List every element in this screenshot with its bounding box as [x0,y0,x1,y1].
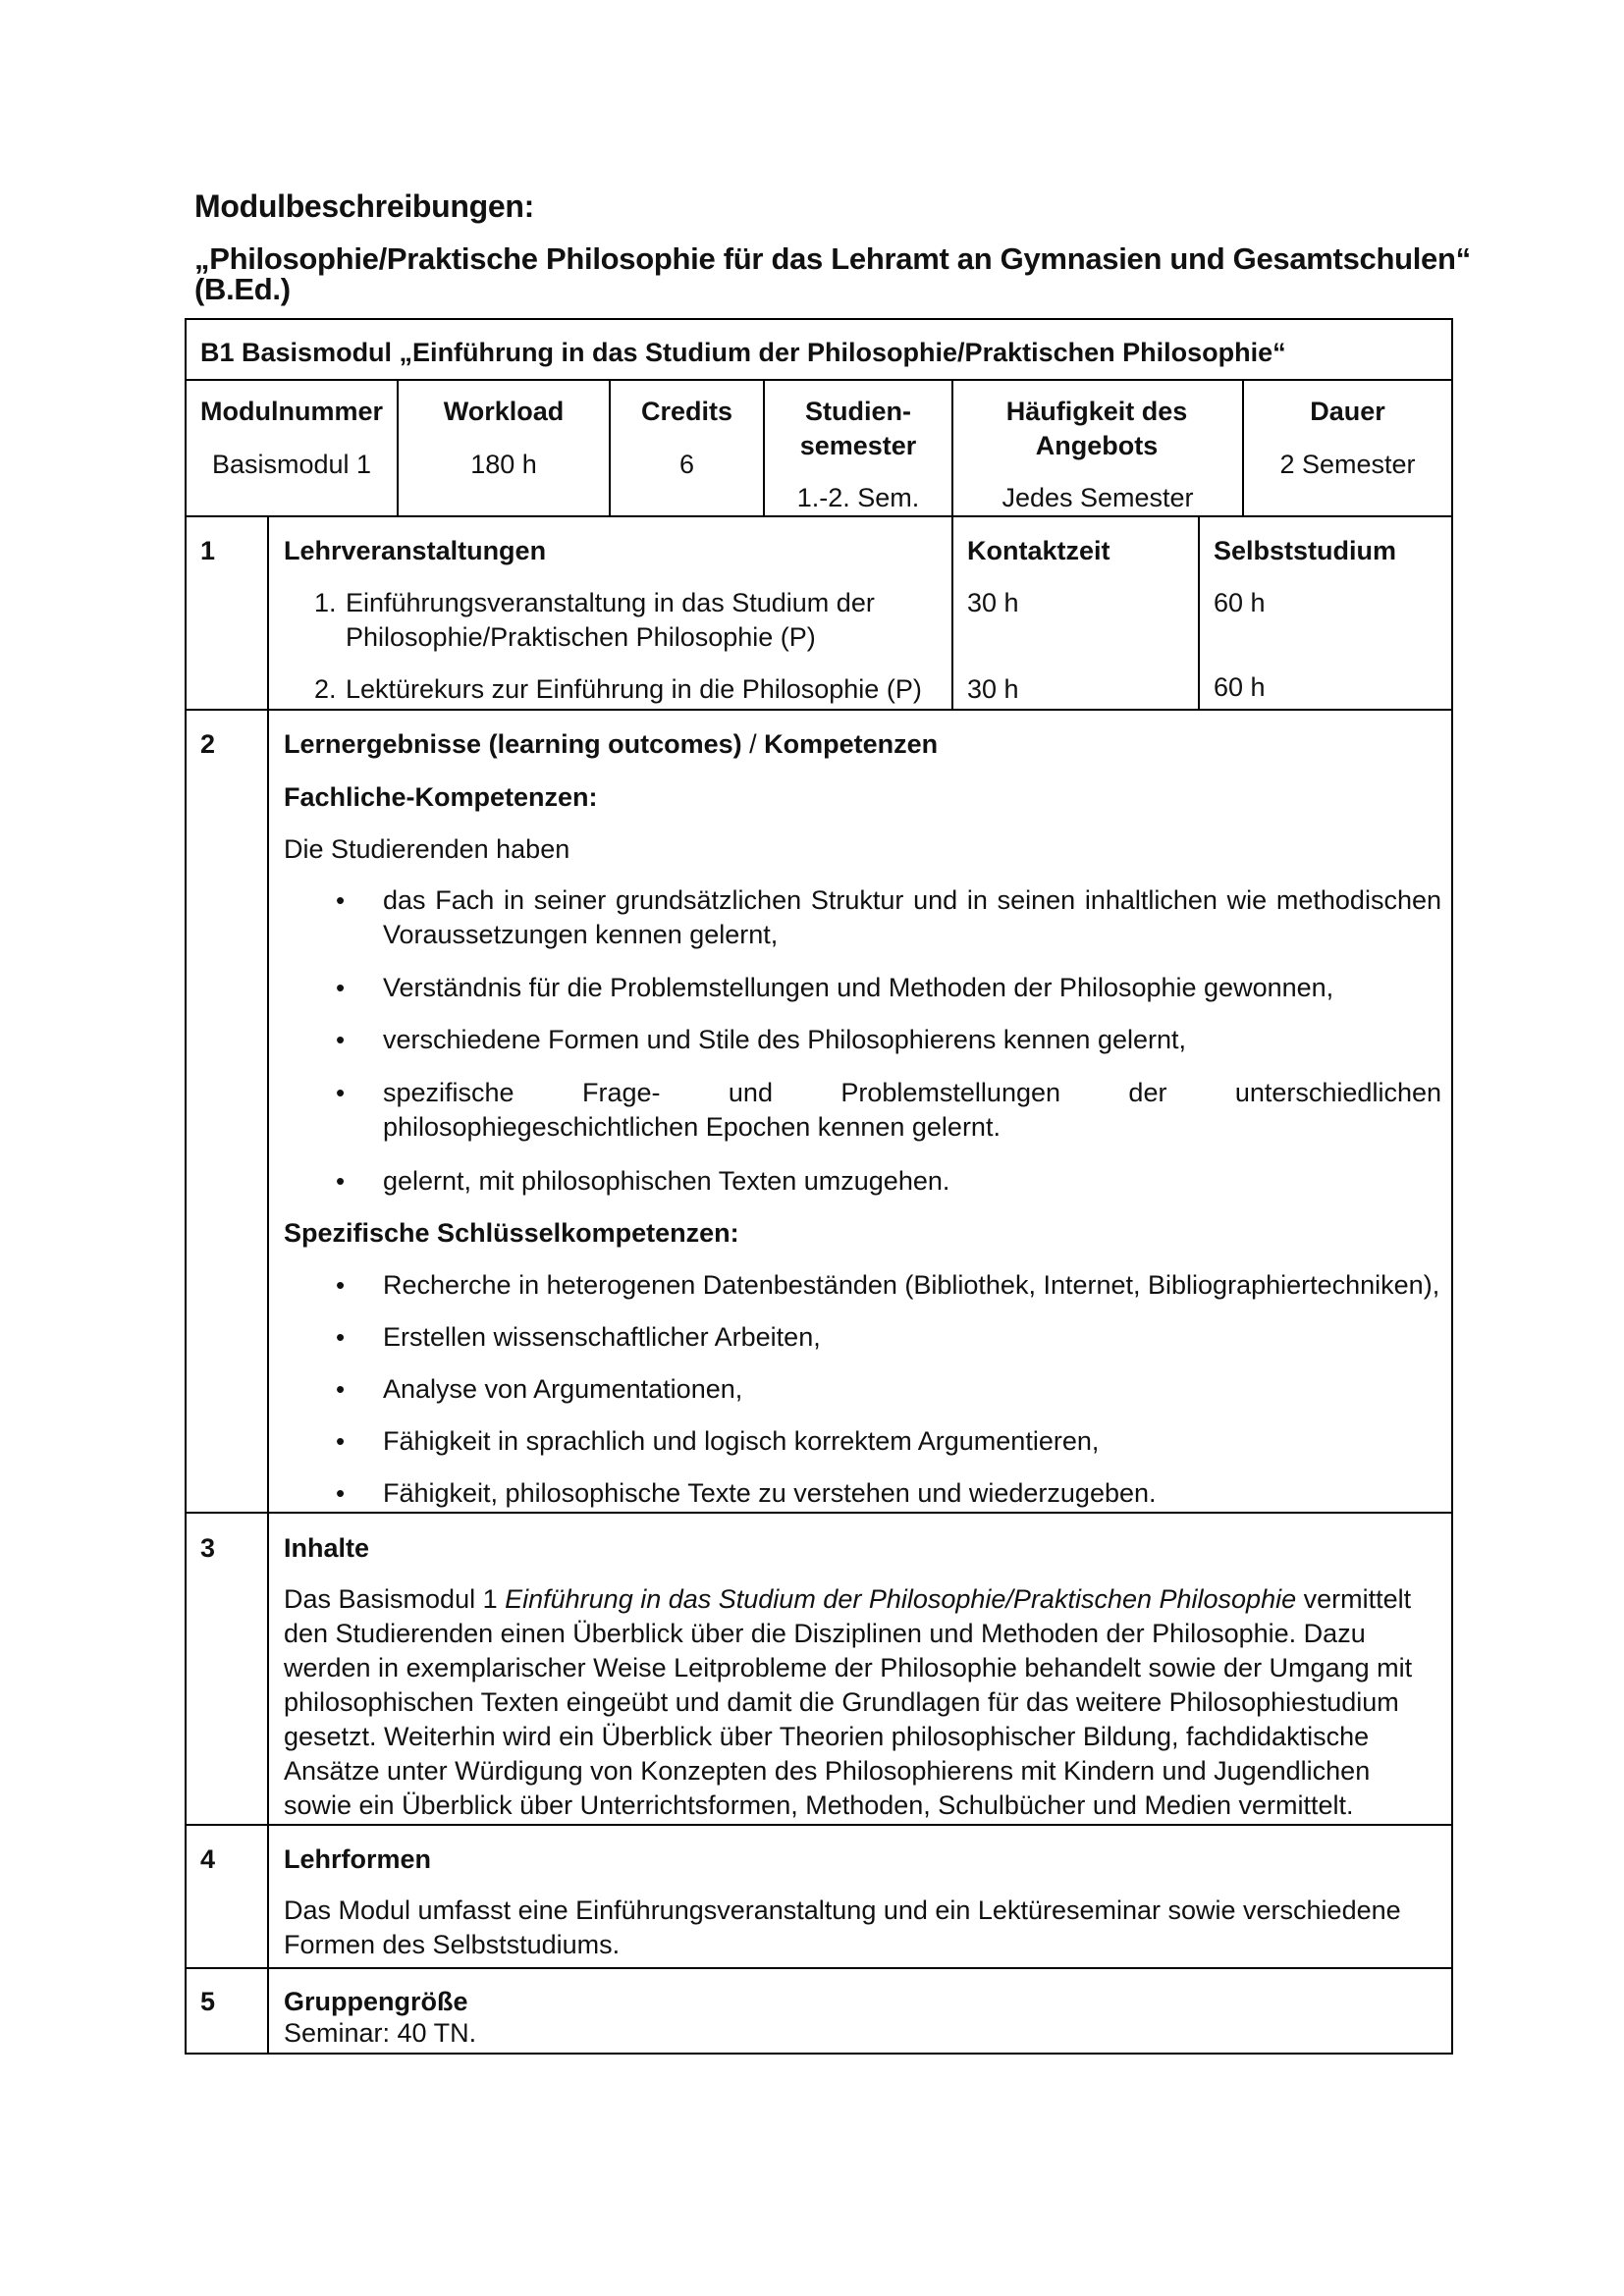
course-name: Lektürekurs zur Einführung in die Philosophie (P) [346,674,922,704]
list-item: gelernt, mit philosophischen Texten umzugehen. [383,1166,950,1196]
info-label-credits: Credits [640,397,733,426]
table-rule [951,515,953,709]
course-self-study-hours: 60 h [1214,588,1266,617]
section-number: 1 [200,536,216,565]
course-contact-hours: 30 h [967,588,1019,617]
bullet-icon: • [336,1478,346,1508]
course-number: 1. [314,588,337,617]
section-text-lehrformen: Das Modul umfasst eine Einführungsveranstaltung und ein Lektüreseminar sowie verschiedene Formen des Selbststudiums. [284,1896,1401,1959]
table-rule [185,1967,1453,1969]
info-label-studiensemester: Studien- semester [799,397,917,460]
section-number: 2 [200,729,216,759]
column-header-kontaktzeit: Kontaktzeit [967,536,1110,565]
info-label-haeufigkeit: Häufigkeit des Angebots [1005,397,1188,460]
list-item: verschiedene Formen und Stile des Philosophierens kennen gelernt, [383,1025,1187,1054]
bullet-icon: • [336,1270,346,1300]
info-label-workload: Workload [443,397,565,426]
info-value-dauer: 2 Semester [1279,450,1416,479]
list-item: Fähigkeit in sprachlich und logisch korrektem Argumentieren, [383,1426,1100,1456]
course-contact-hours: 30 h [967,674,1019,704]
subheading-fachliche-kompetenzen: Fachliche-Kompetenzen: [284,782,598,812]
section-number: 4 [200,1844,216,1874]
section-title-inhalte: Inhalte [284,1533,370,1563]
section-text-gruppengroesse: Seminar: 40 TN. [284,2018,477,2048]
intro-text: Die Studierenden haben [284,834,570,864]
table-rule [185,515,1453,517]
list-item: Recherche in heterogenen Datenbeständen (Bibliothek, Internet, Bibliographiertechniken), [383,1270,1440,1300]
info-value-studiensemester: 1.-2. Sem. [796,483,920,512]
section-number: 3 [200,1533,216,1563]
section-title-lehrveranstaltungen: Lehrveranstaltungen [284,536,547,565]
table-rule [185,379,1453,381]
list-item: Fähigkeit, philosophische Texte zu verstehen und wiederzugeben. [383,1478,1157,1508]
bullet-icon: • [336,1426,346,1456]
section-title-part-b: Kompetenzen [764,729,939,759]
table-rule [1198,515,1200,709]
list-item: Verständnis für die Problemstellungen und Methoden der Philosophie gewonnen, [383,973,1334,1002]
section-title-part-a: Lernergebnisse (learning outcomes) [284,729,742,759]
info-label-dauer: Dauer [1310,397,1385,426]
inhalte-module-title: Einführung in das Studium der Philosophie/Praktischen Philosophie [505,1584,1297,1614]
list-item: Analyse von Argumentationen, [383,1374,743,1404]
table-rule [185,709,1453,711]
table-rule [185,1512,1453,1514]
list-item: Erstellen wissenschaftlicher Arbeiten, [383,1322,821,1352]
inhalte-text-start: Das Basismodul 1 [284,1584,506,1614]
bullet-icon: • [336,1374,346,1404]
info-value-haeufigkeit: Jedes Semester [1001,483,1194,512]
info-value-workload: 180 h [470,450,537,479]
section-title-gruppengroesse: Gruppengröße [284,1987,468,2016]
section-number: 5 [200,1987,216,2016]
document-title: Modulbeschreibungen: [194,188,535,224]
course-name: Einführungsveranstaltung in das Studium der Philosophie/Praktischen Philosophie (P) [346,588,875,652]
bullet-icon: • [336,885,346,915]
column-header-selbststudium: Selbststudium [1214,536,1397,565]
section-title-lehrformen: Lehrformen [284,1844,432,1874]
list-item: das Fach in seiner grundsätzlichen Struktur und in seinen inhaltlichen wie methodischen Voraussetzungen kennen gelernt, [383,885,1441,949]
bullet-icon: • [336,1078,346,1107]
info-value-credits: 6 [678,450,695,479]
table-rule [185,1824,1453,1826]
bullet-icon: • [336,1025,346,1054]
section-title-lernergebnisse [284,727,938,762]
module-header: B1 Basismodul „Einführung in das Studium der Philosophie/Praktischen Philosophie“ [200,338,1286,367]
course-number: 2. [314,674,337,704]
document-subtitle: „Philosophie/Praktische Philosophie für das Lehramt an Gymnasien und Gesamtschulen“ (B.Ed.) [194,241,1471,306]
bullet-icon: • [336,1322,346,1352]
info-value-modulnummer: Basismodul 1 [211,450,372,479]
info-label-modulnummer: Modulnummer [200,397,383,426]
section-title-separator: / [741,729,765,759]
list-item: spezifische Frage- und Problemstellungen der unterschiedlichen philosophiegeschichtlichen Epochen kennen gelernt. [383,1078,1441,1142]
table-rule [267,515,269,2055]
inhalte-text-rest: vermittelt den Studierenden einen Überblick über die Disziplinen und Methoden der Philosophie. Dazu werden in exemplarischer Weise Leitprobleme der Philosophie behandelt sowie der Umgang mit philosophischen Texten eingeübt und damit die Grundlagen für das weitere Philosophiestudium gesetzt. Weiterhin wird ein Überblick über Theorien philosophischer Bildung, fachdidaktische Ansätze unter Würdigung von Konzepten des Philosophierens mit Kindern und Jugendlichen sowie ein Überblick über Unterrichtsformen, Methoden, Schulbücher und Medien vermittelt. [284,1584,1413,1820]
subheading-schluesselkompetenzen: Spezifische Schlüsselkompetenzen: [284,1218,739,1248]
section-text-inhalte [284,1582,1442,1823]
course-self-study-hours: 60 h [1214,672,1266,702]
bullet-icon: • [336,1166,346,1196]
bullet-icon: • [336,973,346,1002]
